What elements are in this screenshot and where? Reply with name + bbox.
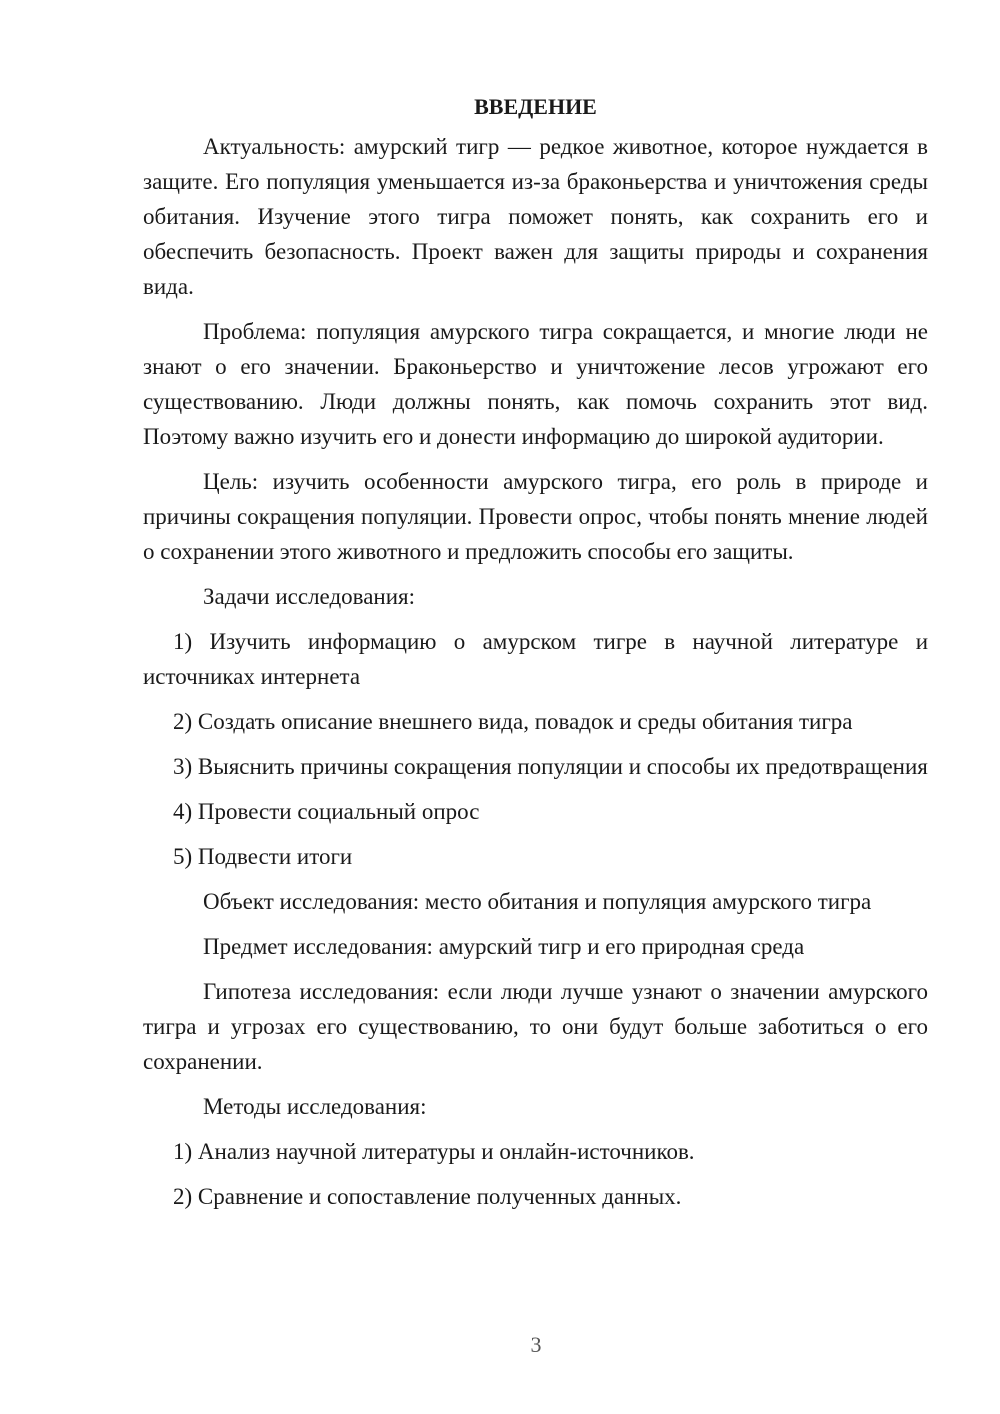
paragraph-tasks-heading: Задачи исследования: (203, 584, 416, 609)
paragraph-methods-heading: Методы исследования: (203, 1094, 427, 1119)
page-number: 3 (530, 1332, 542, 1357)
list-item-task-3: 3) Выяснить причины сокращения популяции и способы их предотвращения (173, 754, 928, 779)
paragraph-subject: Предмет исследования: амурский тигр и его природная среда (203, 934, 805, 959)
paragraph-problem: Проблема: популяция амурского тигра сокращается, и многие люди не знают о его значении. Браконьерство и уничтожение лесов угрожают его существованию. Люди должны понять, как помочь сохранить этот вид. Поэтому важно изучить его и донести информацию до широкой аудитории. (143, 319, 928, 449)
list-item-method-1: 1) Анализ научной литературы и онлайн-источников. (173, 1139, 695, 1164)
list-item-task-5: 5) Подвести итоги (173, 844, 353, 869)
paragraph-object: Объект исследования: место обитания и популяция амурского тигра (203, 889, 872, 914)
document-body (143, 92, 928, 1224)
section-title: ВВЕДЕНИЕ (474, 94, 597, 119)
paragraph-relevance: Актуальность: амурский тигр — редкое животное, которое нуждается в защите. Его популяция уменьшается из-за браконьерства и уничтожения среды обитания. Изучение этого тигра поможет понять, как сохранить его и обеспечить безопасность. Проект важен для защиты природы и сохранения вида. (143, 134, 928, 299)
list-item-task-1: 1) Изучить информацию о амурском тигре в научной литературе и источниках интернета (143, 629, 928, 689)
list-item-task-2: 2) Создать описание внешнего вида, повадок и среды обитания тигра (173, 709, 853, 734)
paragraph-hypothesis: Гипотеза исследования: если люди лучше узнают о значении амурского тигра и угрозах его существованию, то они будут больше заботиться о его сохранении. (143, 979, 928, 1074)
paragraph-goal: Цель: изучить особенности амурского тигра, его роль в природе и причины сокращения популяции. Провести опрос, чтобы понять мнение людей о сохранении этого животного и предложить способы его защиты. (143, 469, 928, 564)
list-item-task-4: 4) Провести социальный опрос (173, 799, 480, 824)
list-item-method-2: 2) Сравнение и сопоставление полученных данных. (173, 1184, 682, 1209)
